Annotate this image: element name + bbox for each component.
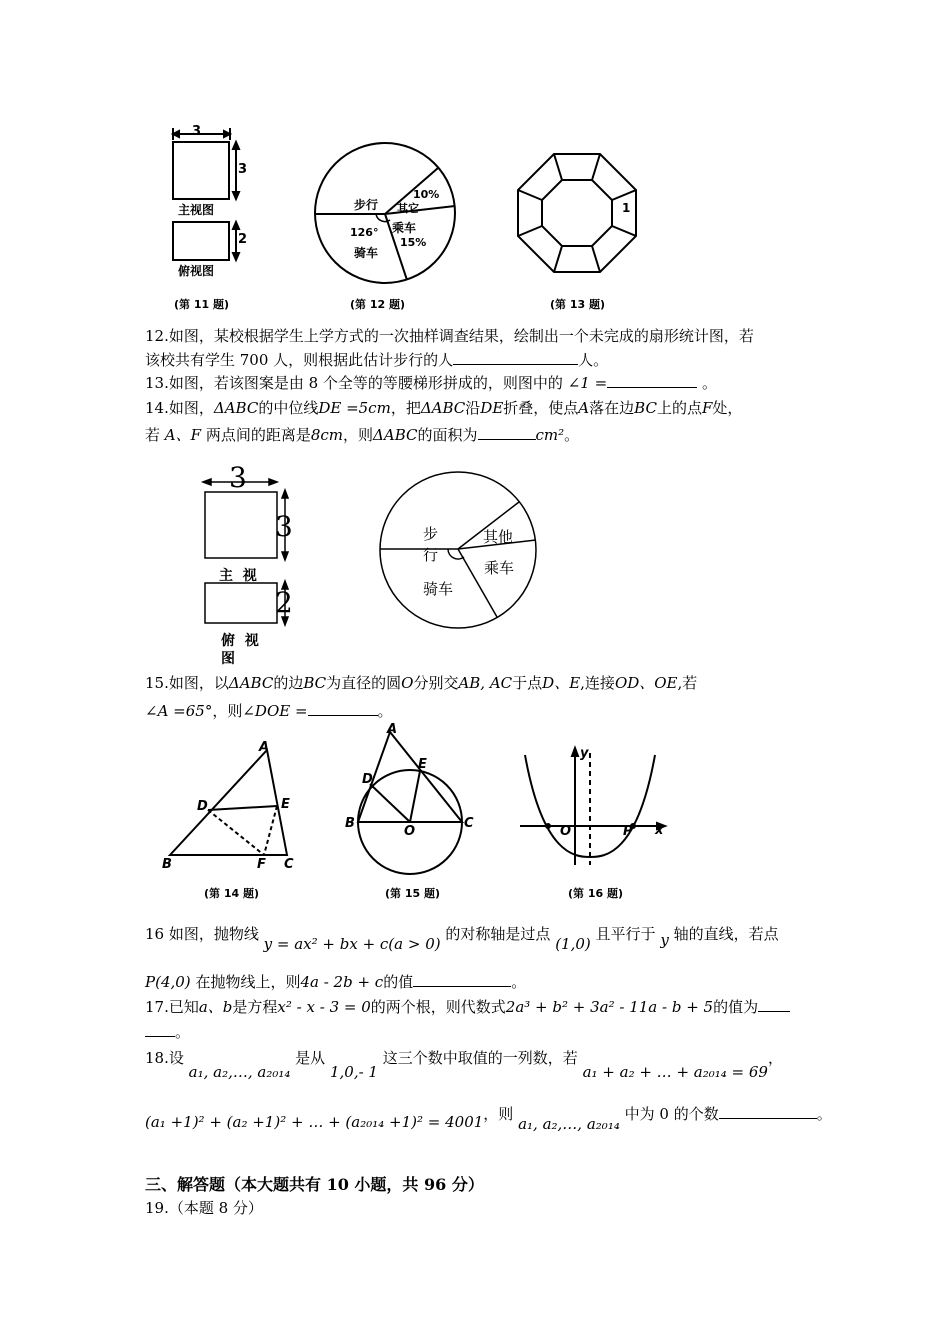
q18-line1 [145,1048,783,1081]
q15-bc: BC [303,674,327,692]
q15-triangle: ΔABC [228,674,274,692]
figure-11 [165,122,255,317]
figure-16 [515,745,670,870]
q15-end: 。 [377,702,393,720]
q14-line2 [145,425,579,445]
q15-de: D、E [542,674,581,692]
mid-width-label: 3 [229,461,247,494]
fig12-other-pct: 10% [413,188,440,201]
q16-answer-blank[interactable] [413,972,511,987]
fig15-c: C [464,816,474,831]
q14-triangle-abc-3: ΔABC [373,426,418,444]
fig12-angle: 126° [350,226,379,239]
fig16-y: y [580,746,589,761]
q18-text-d: ，则 [483,1105,514,1123]
fig14-e: E [281,797,290,812]
q14-text-c: ，把 [390,399,421,417]
figure-15 [345,722,485,877]
q17-text-d: 的值为 [713,998,759,1016]
mid-walk-1: 步 [423,525,439,543]
fig12-bus-pct: 15% [400,236,427,249]
q15-o: O [401,674,414,692]
q17-line1 [145,997,790,1017]
q14-point-a: A [578,399,590,417]
q17-equation: x² - x - 3 = 0 [277,998,371,1016]
q18-end: 。 [816,1105,832,1123]
fig11-top-view: 俯视图 [178,264,215,278]
fig15-e: E [418,757,427,772]
q15-angle-doe: ∠DOE = [242,702,308,720]
q12-text: 该校共有学生 700 人，则根据此估计步行的人 [145,351,454,369]
q14-text-k: ，则 [343,426,374,444]
q18-text-c: 这三个数中取值的一列数，若 [382,1049,578,1067]
q16-text-f: 的值 [383,973,414,991]
q16-point: (1,0) [555,935,591,953]
q14-text-b: 的中位线 [258,399,319,417]
q16-text-e: 在抛物线上，则 [195,973,301,991]
fig16-x: x [655,823,664,838]
fig14-d: D [197,799,208,814]
fig11-caption: (第 11 题) [174,298,230,311]
q17-ab: a、b [198,998,233,1016]
q15-text-h: ，则 [212,702,243,720]
q16-equation: y = ax² + bx + c(a > 0) [263,935,441,953]
q19-title: 19.（本题 8 分） [145,1199,263,1217]
q15-text-a: 15.如图，以 [145,674,229,692]
q18-answer-blank[interactable] [719,1104,817,1119]
q18-square-sum: (a₁ +1)² + (a₂ +1)² + … + (a₂₀₁₄ +1)² = 4001 [145,1113,484,1131]
q14-de: DE [480,399,504,417]
q14-text-i: 若 [145,426,161,444]
fig15-caption: (第 15 题) [385,887,441,900]
q14-line1 [145,398,742,418]
q12-line1: 12.如图，某校根据学生上学方式的一次抽样调查结果，绘制出一个未完成的扇形统计图，若 [145,327,754,345]
mid-bike: 骑车 [423,580,454,598]
q17-end: 。 [175,1023,191,1041]
q14-triangle-abc: ΔABC [213,399,259,417]
q17-text-c: 的两个根，则代数式 [370,998,506,1016]
fig16-p: P [623,824,633,839]
fig12-other: 其它 [397,202,419,215]
q18-sequence-2: a₁, a₂,…, a₂₀₁₄ [518,1115,620,1133]
mid-other: 其他 [483,528,514,546]
q15-text-c: 为直径的圆 [326,674,402,692]
q15-text-f: ,连接 [580,674,615,692]
q15-od-oe: OD、OE [614,674,678,692]
fig11-depth-label: 2 [238,232,248,247]
fig12-walk: 步行 [354,198,379,212]
q18-line2 [145,1104,832,1133]
q16-line2 [145,972,526,992]
fig15-o: O [404,824,416,839]
fig16-caption: (第 16 题) [568,887,624,900]
q14-text-g: 上的点 [656,399,702,417]
q15-answer-blank[interactable] [308,701,378,716]
fig14-caption: (第 14 题) [204,887,260,900]
q18-sequence: a₁, a₂,…, a₂₀₁₄ [188,1063,291,1081]
q13-text: 13.如图，若该图案是由 8 个全等的等腰梯形拼成的，则图中的 [145,374,563,392]
fig14-f: F [257,857,266,872]
q14-bc: BC [634,399,657,417]
q16-text-a: 16 如图，抛物线 [145,925,259,943]
q12-answer-blank[interactable] [453,350,578,365]
q14-distance: 8cm [310,426,344,444]
fig14-a: A [259,740,270,755]
fig11-width-label: 3 [192,124,202,139]
fig13-caption: (第 13 题) [550,298,606,311]
q16-end: 。 [511,973,527,991]
fig15-d: D [362,772,373,787]
fig12-bus: 乘车 [392,221,417,235]
fig12-caption: (第 12 题) [350,298,406,311]
q14-text-e: 折叠，使点 [503,399,579,417]
q15-text-g: ,若 [677,674,698,692]
q14-text-j: 两点间的距离是 [205,426,311,444]
mid-height-label: 3 [275,510,293,543]
fig12-bike: 骑车 [354,246,379,260]
fig11-front-view: 主视图 [178,203,215,217]
q14-text-d: 沿 [465,399,481,417]
q12-end: 人。 [578,351,609,369]
mid-bus: 乘车 [484,559,515,577]
q16-point-p: P(4,0) [145,973,191,991]
q16-text-c: 且平行于 [595,925,656,943]
mid-front-view: 主 视 [219,568,257,584]
q16-line1 [145,924,779,953]
q15-line1 [145,673,697,693]
q14-de-length: DE =5cm [318,399,391,417]
fig13-angle-label: 1 [622,201,631,215]
q14-end: 。 [564,426,580,444]
fig14-b: B [162,857,172,872]
q15-line2 [145,701,393,721]
q15-text-b: 的边 [273,674,304,692]
fig15-a: A [387,722,398,737]
q17-expression: 2a³ + b² + 3a² - 11a - b + 5 [505,998,714,1016]
fig16-o: O [560,824,572,839]
q18-comma: ， [767,1049,783,1067]
fig15-b: B [345,816,355,831]
q18-values: 1,0,- 1 [329,1063,378,1081]
q14-answer-blank[interactable] [478,425,536,440]
q14-af: A、F [164,426,202,444]
q14-triangle-abc-2: ΔABC [420,399,466,417]
q18-sum: a₁ + a₂ + … + a₂₀₁₄ = 69 [582,1063,768,1081]
q16-text-d: 轴的直线，若点 [673,925,779,943]
q15-abac: AB, AC [458,674,513,692]
q18-text-e: 中为 0 的个数 [624,1105,719,1123]
q14-text-h: 处， [712,399,743,417]
q15-text-e: 于点 [512,674,543,692]
q18-text-a: 18.设 [145,1049,184,1067]
mid-top-view-2: 图 [221,651,235,667]
section-heading: 三、解答题（本大题共有 10 小题，共 96 分） [145,1175,484,1194]
q13-angle: ∠1 = [567,374,608,392]
q13-answer-blank[interactable] [607,373,697,388]
q16-expression: 4a - 2b + c [300,973,384,991]
q14-text-f: 落在边 [589,399,635,417]
redrawn-pie-chart [378,470,538,630]
q14-point-f: F [701,399,713,417]
q17-answer-blank-1[interactable] [758,997,790,1012]
figure-12 [310,138,460,288]
q15-text-d: 分别交 [413,674,459,692]
mid-top-view-1: 俯 视 [221,633,259,649]
fig11-height-label: 3 [238,162,248,177]
q14-text-a: 14.如图， [145,399,214,417]
q18-text-b: 是从 [295,1049,326,1067]
q17-line2 [145,1022,190,1042]
q13-line: 13.如图，若该图案是由 8 个全等的等腰梯形拼成的，则图中的 ∠1 = 。 [145,374,717,392]
mid-depth-label: 2 [275,586,293,619]
q16-text-b: 的对称轴是过点 [445,925,551,943]
q14-unit: cm² [535,426,565,444]
q14-text-l: 的面积为 [417,426,478,444]
q17-text-a: 17.已知 [145,998,199,1016]
q15-angle-a: ∠A =65° [145,702,213,720]
fig14-c: C [284,857,294,872]
q17-answer-blank-2[interactable] [145,1022,175,1037]
mid-walk-2: 行 [423,546,439,564]
q12-line2 [145,350,608,370]
q16-y: y [660,931,669,949]
q17-text-b: 是方程 [232,998,278,1016]
